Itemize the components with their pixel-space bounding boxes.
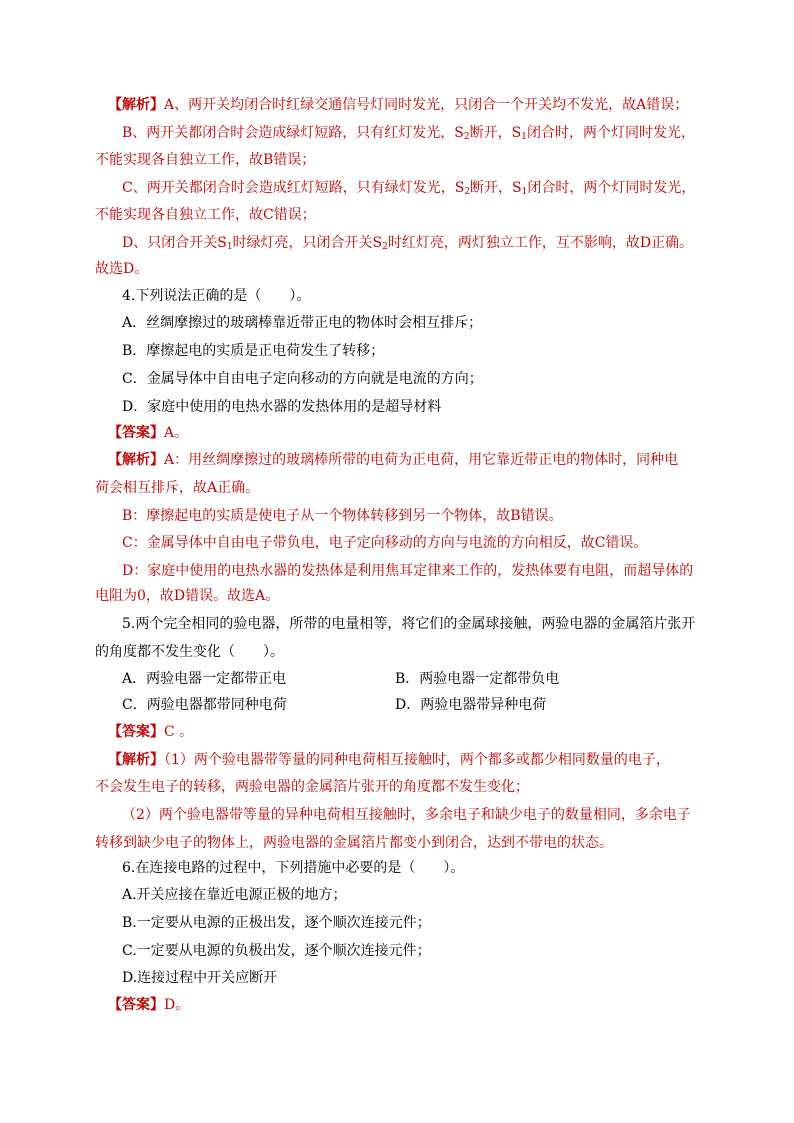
q3-conclusion: 故选D。 <box>95 261 149 277</box>
q3-analysis-d: D、只闭合开关$S_1$时绿灯亮，只闭合开关$S_2$时红灯亮，两灯独立工作，互不影响，故D正确。 <box>122 235 694 252</box>
q5-answer: 【答案】C 。 <box>108 724 194 740</box>
q5-analysis-line2: 不会发生电子的转移，两验电器的金属箔片张开的角度都不发生变化； <box>95 779 529 795</box>
q3-analysis-b-line2: 不能实现各自独立工作，故B错误； <box>95 152 316 168</box>
q4-option-c: C．金属导体中自由电子定向移动的方向就是电流的方向； <box>122 371 483 387</box>
q4-analysis-line6: 电阻为0，故D错误。故选A。 <box>95 588 280 604</box>
q4-analysis-line3: B：摩擦起电的实质是使电子从一个物体转移到另一个物体，故B错误。 <box>122 508 563 524</box>
q5-stem-line1: 5.两个完全相同的验电器，所带的电量相等，将它们的金属球接触，两验电器的金属箔片张开 <box>122 616 696 632</box>
analysis-tag: 【解析】 <box>108 97 164 113</box>
q5-analysis-line3: （2）两个验电器带等量的异种电荷相互接触时，多余电子和缺少电子的数量相同，多余电子 <box>122 807 691 823</box>
q6-answer: 【答案】D。 <box>108 997 190 1013</box>
q3-analysis-a: 【解析】A、两开关均闭合时红绿交通信号灯同时发光，只闭合一个开关均不发光，故A错误； <box>108 97 689 113</box>
q5-stem-line2: 的角度都不发生变化（ ）。 <box>95 644 284 660</box>
q5-option-b: B．两验电器一定都带负电 <box>395 671 560 687</box>
q4-option-b: B．摩擦起电的实质是正电荷发生了转移； <box>122 343 385 359</box>
q5-analysis-line4: 转移到缺少电子的物体上，两验电器的金属箔片都变小到闭合，达到不带电的状态。 <box>95 835 613 851</box>
q4-analysis-line4: C：金属导体中自由电子带负电，电子定向移动的方向与电流的方向相反，故C错误。 <box>122 535 648 551</box>
q6-option-c: C.一定要从电源的负极出发，逐个顺次连接元件； <box>122 943 431 959</box>
q6-option-a: A.开关应接在靠近电源正极的地方； <box>122 887 347 903</box>
q5-option-c: C．两验电器都带同种电荷 <box>122 697 287 713</box>
q3-analysis-c-line1: C、两开关都闭合时会造成红灯短路，只有绿灯发光，$S_2$断开，$S_1$闭合时，两个灯同时发光， <box>122 180 696 197</box>
q6-option-d: D.连接过程中开关应断开 <box>122 970 278 986</box>
q3-analysis-c-line2: 不能实现各自独立工作，故C错误； <box>95 207 316 223</box>
q5-option-a: A．两验电器一定都带正电 <box>122 671 287 687</box>
q5-options-row1 <box>122 669 732 689</box>
q6-stem: 6.在连接电路的过程中，下列措施中必要的是（ ）。 <box>122 860 465 876</box>
q5-option-d: D．两验电器带异种电荷 <box>395 697 547 713</box>
q4-answer: 【答案】A。 <box>108 425 189 441</box>
q4-stem: 4.下列说法正确的是（ ）。 <box>122 288 311 304</box>
q4-analysis-line1: 【解析】A：用丝绸摩擦过的玻璃棒所带的电荷为正电荷，用它靠近带正电的物体时，同种电 <box>108 452 679 468</box>
q5-options-row2 <box>122 695 732 715</box>
q4-option-a: A．丝绸摩擦过的玻璃棒靠近带正电的物体时会相互排斥； <box>122 315 483 331</box>
q3-analysis-b-line1: B、两开关都闭合时会造成绿灯短路，只有红灯发光，$S_2$断开，$S_1$闭合时，两个灯同时发光， <box>122 125 695 142</box>
q4-analysis-line2: 荷会相互排斥，故A正确。 <box>95 480 260 496</box>
q4-analysis-line5: D：家庭中使用的电热水器的发热体是利用焦耳定律来工作的，发热体要有电阻，而超导体的 <box>122 563 694 579</box>
q5-analysis-line1: 【解析】（1）两个验电器带等量的同种电荷相互接触时，两个都多或都少相同数量的电子， <box>108 752 670 768</box>
q6-option-b: B.一定要从电源的正极出发，逐个顺次连接元件； <box>122 915 431 931</box>
q4-option-d: D．家庭中使用的电热水器的发热体用的是超导材料 <box>122 399 442 415</box>
